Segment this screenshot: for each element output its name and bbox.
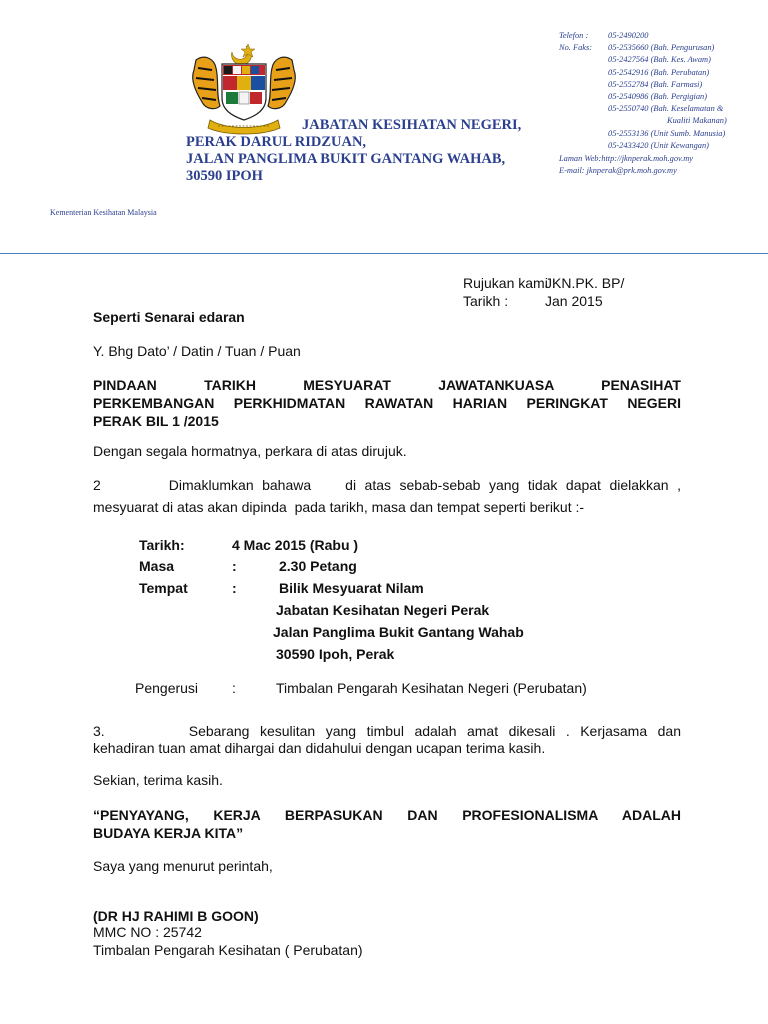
contact-row [559,91,764,103]
contact-block [559,30,764,177]
contact-row [559,79,764,91]
contact-row [559,128,764,140]
recipient: Seperti Senarai edaran [93,309,245,325]
contact-row [559,67,764,79]
signatory-mmc: MMC NO : 25742 [93,924,202,940]
intro-paragraph: Dengan segala hormatnya, perkara di atas dirujuk. [93,443,407,459]
subject-line: PERAK BIL 1 /2015 [93,413,219,429]
contact-value: 05-2552784 (Bah. Farmasi) [608,79,703,89]
meeting-place-line: Bilik Mesyuarat Nilam [279,580,424,596]
contact-label [559,54,608,66]
sign-off: Saya yang menurut perintah, [93,858,273,874]
reference-block [463,274,624,310]
closing-text: Sekian, terima kasih. [93,772,223,788]
contact-value: 05-2553136 (Unit Sumb. Manusia) [608,128,726,138]
paragraph-2-line: 2 Dimaklumkan bahawa di atas sebab-sebab yang tidak dapat dielakkan , [93,477,681,493]
paragraph-3-line: 3. Sebarang kesulitan yang timbul adalah amat dikesali . Kerjasama dan [93,723,681,739]
salutation: Y. Bhg Dato’ / Datin / Tuan / Puan [93,343,301,359]
subject-line: PERKEMBANGAN PERKHIDMATAN RAWATAN HARIAN PERINGKAT NEGERI [93,395,681,411]
contact-label [559,103,608,115]
meeting-time-label: Masa [139,558,175,574]
paragraph-3-line: kehadiran tuan amat dihargai dan didahului dengan ucapan terima kasih. [93,740,546,756]
paragraph-2-line: mesyuarat di atas akan dipinda pada tarikh, masa dan tempat seperti berikut :- [93,499,585,515]
contact-label: No. Faks: [559,43,593,53]
contact-row [559,42,764,54]
meeting-date-label: Tarikh: [139,537,185,553]
contact-row [559,103,764,115]
meeting-place-line: Jabatan Kesihatan Negeri Perak [276,602,490,618]
meeting-place-label: Tempat [139,580,188,596]
website-link[interactable]: Laman Web:http://jknperak.moh.gov.my [559,154,693,164]
contact-value: 05-2550740 (Bah. Keselamatan & [608,104,724,114]
contact-value: 05-2535660 (Bah. Pengurusan) [608,43,715,53]
contact-label [559,91,608,103]
header-divider [0,253,768,254]
meeting-place-line: Jalan Panglima Bukit Gantang Wahab [273,624,524,640]
date-label: Tarikh : [463,293,509,309]
contact-row [559,140,764,152]
subject-line: PINDAAN TARIKH MESYUARAT JAWATANKUASA PENASIHAT [93,377,681,393]
motto-line: BUDAYA KERJA KITA” [93,825,244,841]
department-line: PERAK DARUL RIDZUAN, [186,134,367,150]
chairperson-colon: : [232,680,236,696]
contact-value: 05-2433420 (Unit Kewangan) [608,140,709,150]
department-address [186,117,546,185]
signatory-title: Timbalan Pengarah Kesihatan ( Perubatan) [93,942,363,958]
contact-value: 05-2490200 [608,31,649,40]
meeting-time-value: 2.30 Petang [279,558,357,574]
chairperson-label: Pengerusi [135,680,199,696]
contact-value: Kualiti Makanan) [667,116,727,126]
chairperson-value: Timbalan Pengarah Kesihatan Negeri (Perubatan) [276,680,587,696]
meeting-place-line: 30590 Ipoh, Perak [276,646,395,662]
date-value: Jan 2015 [545,293,603,309]
contact-value: 05-2540986 (Bah. Pergigian) [608,92,708,102]
department-line: JALAN PANGLIMA BUKIT GANTANG WAHAB, [186,151,506,167]
reference-value: JKN.PK. BP/ [545,275,625,291]
contact-row [559,30,764,42]
contact-row [559,115,764,127]
contact-label [559,79,608,91]
department-line: 30590 IPOH [186,168,263,184]
contact-label [559,140,608,152]
contact-label [559,115,608,127]
signatory-name: (DR HJ RAHIMI B GOON) [93,908,259,924]
reference-label: Rujukan kami : [463,275,556,291]
email-link[interactable]: E-mail: jknperak@prk.moh.gov.my [559,166,677,176]
contact-value: 05-2427564 (Bah. Kes. Awam) [608,55,711,65]
meeting-date-value: 4 Mac 2015 (Rabu ) [232,537,359,553]
ministry-name: Kementerian Kesihatan Malaysia [50,208,157,217]
meeting-place-colon: : [232,580,237,596]
contact-value: 05-2542916 (Bah. Perubatan) [608,67,710,77]
contact-label [559,67,608,79]
contact-label [559,128,608,140]
department-line: JABATAN KESIHATAN NEGERI, [302,117,522,133]
subject-heading [93,376,681,430]
motto-line: “PENYAYANG, KERJA BERPASUKAN DAN PROFESIONALISMA ADALAH [93,807,681,823]
contact-label: Telefon : [559,31,589,40]
meeting-time-colon: : [232,558,237,574]
contact-row [559,54,764,66]
